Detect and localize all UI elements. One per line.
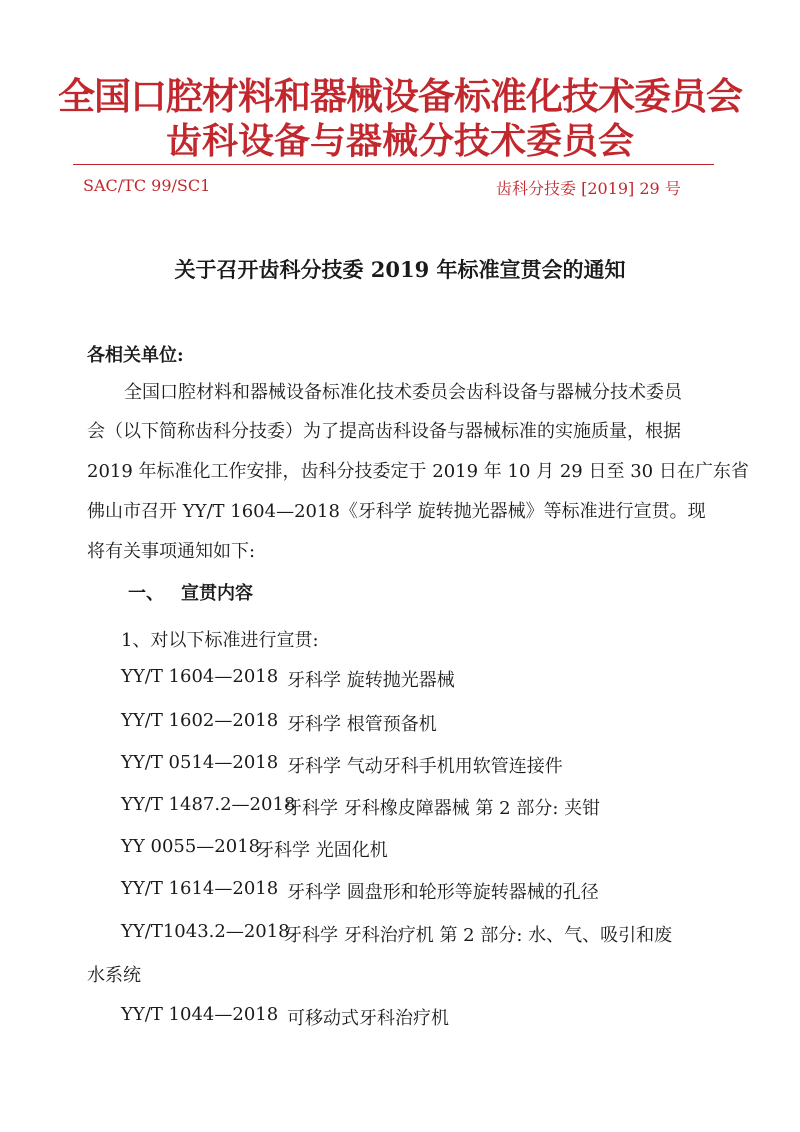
standard-name: 牙科学 气动牙科手机用软管连接件 [287, 756, 563, 777]
standard-code: YY/T1043.2—2018 [121, 921, 290, 942]
doc-number: 齿科分技委 [2019] 29 号 [496, 179, 681, 198]
standard-name-wrap: 水系统 [87, 965, 141, 986]
standard-code: YY/T 1044—2018 [121, 1004, 279, 1025]
standard-name: 牙科学 牙科治疗机 第 2 部分: 水、气、吸引和废 [284, 925, 673, 946]
standard-code: YY/T 1614—2018 [121, 878, 279, 899]
standard-code: YY/T 1487.2—2018 [121, 794, 296, 815]
section-number: 一、 [128, 583, 164, 604]
org-name-line1: 全国口腔材料和器械设备标准化技术委员会 [58, 75, 742, 118]
intro-line: 全国口腔材料和器械设备标准化技术委员会齿科设备与器械分技术委员 [124, 382, 682, 403]
standard-name: 牙科学 旋转抛光器械 [287, 670, 455, 691]
standard-code: YY 0055—2018 [121, 836, 261, 857]
salutation: 各相关单位: [87, 345, 184, 366]
section-heading: 宣贯内容 [181, 583, 253, 604]
header-divider [73, 164, 714, 165]
intro-line: 2019 年标准化工作安排，齿科分技委定于 2019 年 10 月 29 日至 30 日在广东省 [87, 461, 749, 482]
doc-code: SAC/TC 99/SC1 [83, 176, 211, 195]
standard-code: YY/T 1602—2018 [121, 710, 279, 731]
org-name-line2: 齿科设备与器械分技术委员会 [165, 121, 634, 162]
standard-name: 可移动式牙科治疗机 [287, 1008, 449, 1029]
notice-title: 关于召开齿科分技委 2019 年标准宣贯会的通知 [174, 257, 626, 282]
standard-name: 牙科学 牙科橡皮障器械 第 2 部分: 夹钳 [284, 798, 601, 819]
intro-line: 佛山市召开 YY/T 1604—2018《牙科学 旋转抛光器械》等标准进行宣贯。现 [87, 501, 706, 522]
standard-code: YY/T 0514—2018 [121, 752, 279, 773]
standard-code: YY/T 1604—2018 [121, 666, 279, 687]
intro-line: 会（以下简称齿科分技委）为了提高齿科设备与器械标准的实施质量，根据 [87, 421, 681, 442]
standard-name: 牙科学 圆盘形和轮形等旋转器械的孔径 [287, 882, 599, 903]
intro-line: 将有关事项通知如下: [87, 541, 256, 562]
standard-name: 牙科学 根管预备机 [287, 714, 437, 735]
standard-name: 牙科学 光固化机 [256, 840, 388, 861]
item-intro: 1、对以下标准进行宣贯: [121, 630, 319, 651]
